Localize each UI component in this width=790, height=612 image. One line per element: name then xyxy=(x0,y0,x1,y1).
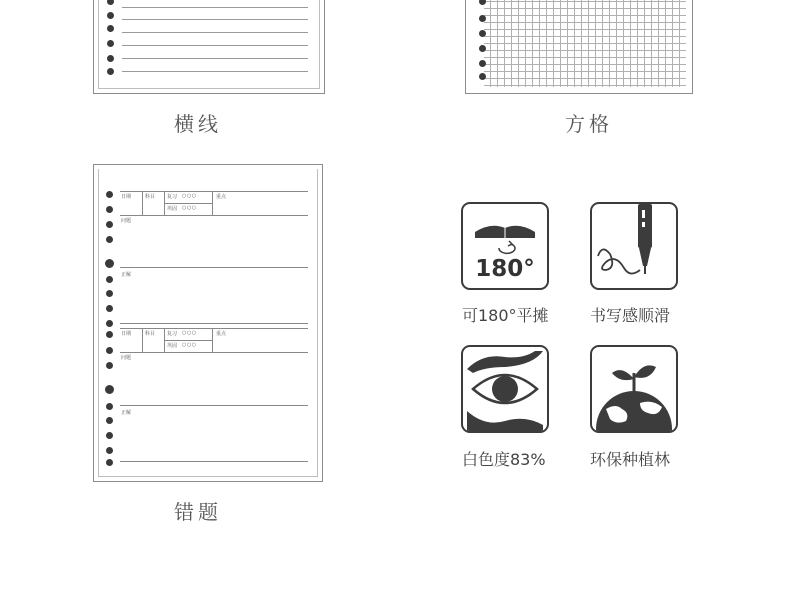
section-divider xyxy=(120,267,308,268)
pen-icon xyxy=(592,204,676,288)
binder-hole xyxy=(106,459,113,466)
date-label: 日期 xyxy=(121,194,132,200)
feature-label: 环保种植林 xyxy=(590,450,671,469)
question-label: 问题 xyxy=(121,355,132,361)
section-divider xyxy=(120,215,308,216)
binder-hole xyxy=(479,45,486,52)
feature-label: 白色度83% xyxy=(462,450,546,469)
review-label: 复习 xyxy=(167,194,178,200)
grid-page-sample xyxy=(465,0,693,94)
key-point-label: 重点 xyxy=(216,331,227,337)
cell-divider xyxy=(212,328,213,352)
consolidate-label: 巩固 xyxy=(167,206,178,212)
cell-divider xyxy=(142,191,143,215)
lined-page-sample xyxy=(93,0,325,94)
subject-label: 科目 xyxy=(145,194,156,200)
review-circles: ○○○ xyxy=(182,330,197,336)
binder-hole xyxy=(106,447,113,454)
binder-hole xyxy=(107,68,114,75)
cell-divider xyxy=(164,203,212,204)
binder-hole xyxy=(106,305,113,312)
ruled-line xyxy=(122,58,308,59)
binder-hole xyxy=(479,73,486,80)
feature-label: 可180°平摊 xyxy=(462,306,549,325)
review-label: 复习 xyxy=(167,331,178,337)
caption-lined: 横线 xyxy=(174,112,222,136)
feature-whiteness xyxy=(461,345,549,433)
feature-label: 书写感顺滑 xyxy=(590,306,671,325)
question-label: 问题 xyxy=(121,218,132,224)
binder-hole xyxy=(106,403,113,410)
binder-hole xyxy=(106,320,113,327)
binder-hole xyxy=(106,432,113,439)
subject-label: 科目 xyxy=(145,331,156,337)
cell-divider xyxy=(142,328,143,352)
ruled-line xyxy=(122,32,308,33)
section-divider xyxy=(120,328,308,329)
review-circles: ○○○ xyxy=(182,193,197,199)
ruled-line xyxy=(122,19,308,20)
feature-smooth-writing xyxy=(590,202,678,290)
feature-180-flat xyxy=(461,202,549,290)
binder-hole xyxy=(106,206,113,213)
eye-icon xyxy=(463,347,547,431)
binder-hole xyxy=(479,15,486,22)
binder-hole xyxy=(105,385,114,394)
binder-hole xyxy=(106,362,113,369)
section-divider xyxy=(120,191,308,192)
date-label: 日期 xyxy=(121,331,132,337)
section-divider xyxy=(120,461,308,462)
binder-hole xyxy=(479,60,486,67)
ruled-line xyxy=(122,45,308,46)
binder-hole xyxy=(106,221,113,228)
answer-label: 正解 xyxy=(121,272,132,278)
binder-hole xyxy=(107,55,114,62)
cell-divider xyxy=(212,191,213,215)
angle-badge: 180° xyxy=(475,256,535,282)
binder-hole xyxy=(106,276,113,283)
binder-hole xyxy=(105,259,114,268)
cell-divider xyxy=(164,340,212,341)
plant-globe-icon xyxy=(592,347,676,431)
caption-grid: 方格 xyxy=(565,112,613,136)
binder-hole xyxy=(107,12,114,19)
grid-pattern xyxy=(484,0,686,87)
binder-hole xyxy=(106,417,113,424)
binder-hole xyxy=(107,40,114,47)
binder-hole xyxy=(479,30,486,37)
section-divider xyxy=(120,323,308,324)
mistake-page-sample xyxy=(93,164,323,482)
binder-hole xyxy=(106,331,113,338)
section-divider xyxy=(120,352,308,353)
binder-hole xyxy=(106,290,113,297)
ruled-line xyxy=(122,7,308,8)
binder-hole xyxy=(106,191,113,198)
ruled-line xyxy=(122,71,308,72)
feature-eco xyxy=(590,345,678,433)
consolidate-circles: ○○○ xyxy=(182,205,197,211)
caption-mistake: 错题 xyxy=(174,500,222,524)
binder-hole xyxy=(107,25,114,32)
consolidate-label: 巩固 xyxy=(167,343,178,349)
consolidate-circles: ○○○ xyxy=(182,342,197,348)
answer-label: 正解 xyxy=(121,410,132,416)
binder-hole xyxy=(106,236,113,243)
binder-hole xyxy=(106,347,113,354)
section-divider xyxy=(120,405,308,406)
key-point-label: 重点 xyxy=(216,194,227,200)
